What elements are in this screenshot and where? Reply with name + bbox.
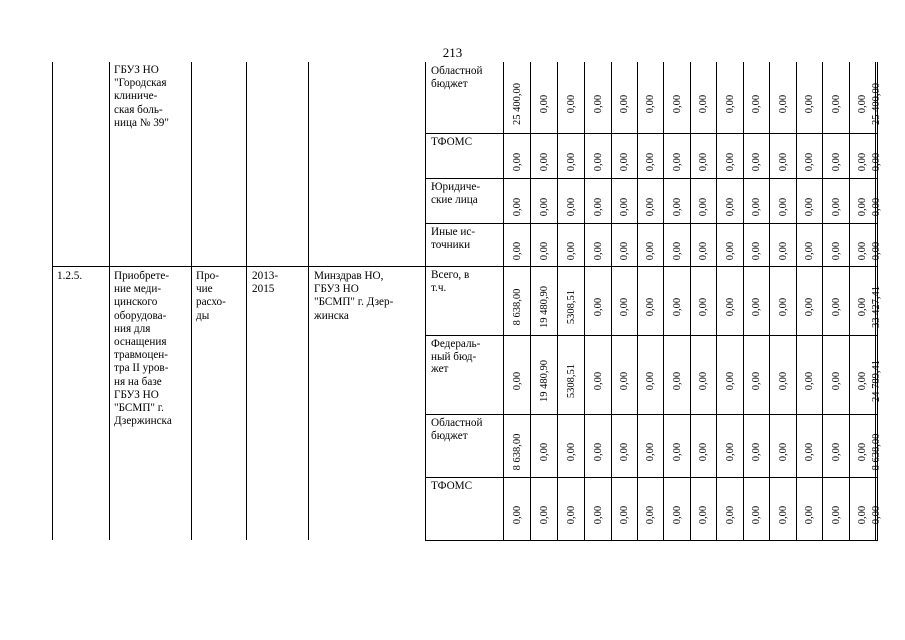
value-cell: 0,00	[592, 94, 604, 113]
value-cell: 0,00	[830, 152, 842, 171]
value-cell: 0,00	[538, 505, 550, 524]
value-cell: 0,00	[857, 371, 868, 390]
value-cell: 0,00	[645, 241, 656, 260]
value-cell: 0,00	[751, 371, 762, 390]
value-cell: 0,00	[538, 197, 550, 216]
value-cell: 8 638,00	[871, 433, 882, 470]
value-cell: 0,00	[645, 152, 656, 171]
value-cell: 0,00	[645, 442, 656, 461]
value-cell: 0,00	[645, 94, 656, 113]
value-cell: 0,00	[619, 152, 630, 171]
value-cell: 0,00	[511, 505, 523, 524]
value-cell: 0,00	[645, 371, 656, 390]
value-cell: 0,00	[592, 505, 604, 524]
value-cell: 24 789,41	[871, 359, 882, 402]
value-cell: 0,00	[871, 505, 882, 524]
value-cell: 0,00	[751, 297, 762, 316]
value-cell: 0,00	[777, 241, 789, 260]
value-cell: 19 480,90	[538, 359, 550, 402]
value-cell: 25 400,00	[871, 82, 882, 125]
grid-line-vertical	[52, 62, 53, 540]
value-cell: 0,00	[857, 297, 868, 316]
value-cell: 25 400,00	[511, 82, 523, 125]
source-label: Всего, в т.ч.	[431, 269, 470, 294]
value-cell: 0,00	[698, 505, 709, 524]
value-cell: 8 638,00	[511, 288, 523, 325]
value-cell: 0,00	[619, 505, 630, 524]
grid-line-horizontal	[425, 414, 878, 415]
value-cell: 0,00	[592, 241, 604, 260]
source-label: Иные ис- точники	[431, 226, 476, 251]
value-cell: 0,00	[871, 197, 882, 216]
value-cell: 19 480,90	[538, 285, 550, 328]
value-cell: 0,00	[619, 241, 630, 260]
value-cell: 0,00	[671, 241, 683, 260]
source-label: Областной бюджет	[431, 65, 483, 90]
value-cell: 0,00	[619, 94, 630, 113]
value-cell: 0,00	[751, 152, 762, 171]
value-cell: 0,00	[724, 297, 736, 316]
value-cell: 0,00	[592, 152, 604, 171]
value-cell: 0,00	[804, 371, 815, 390]
value-cell: 0,00	[511, 197, 523, 216]
value-cell: 8 638,00	[511, 433, 523, 470]
value-cell: 0,00	[830, 94, 842, 113]
cell-number: 1.2.5.	[57, 270, 83, 282]
value-cell: 0,00	[645, 197, 656, 216]
value-cell: 0,00	[619, 197, 630, 216]
value-cell: 0,00	[565, 505, 577, 524]
value-cell: 5308,51	[565, 289, 577, 324]
cell-name: Приобрете- ние меди- цинского оборудова- ния для оснащения травмоцен- тра II уров- ня на базе ГБУЗ НО "БСМП" г. Дзержинска	[114, 270, 172, 428]
value-cell: 0,00	[724, 197, 736, 216]
source-label: Юридиче- ские лица	[431, 181, 481, 206]
value-cell: 0,00	[592, 297, 604, 316]
value-cell: 33 427,41	[871, 285, 882, 328]
value-cell: 0,00	[830, 197, 842, 216]
value-cell: 0,00	[751, 442, 762, 461]
value-cell: 0,00	[698, 442, 709, 461]
value-cell: 0,00	[777, 94, 789, 113]
value-cell: 0,00	[671, 94, 683, 113]
value-cell: 0,00	[511, 371, 523, 390]
value-cell: 0,00	[804, 94, 815, 113]
value-cell: 0,00	[724, 442, 736, 461]
value-cell: 0,00	[592, 371, 604, 390]
value-cell: 0,00	[724, 94, 736, 113]
value-cell: 0,00	[645, 505, 656, 524]
value-cell: 0,00	[671, 197, 683, 216]
value-cell: 0,00	[511, 152, 523, 171]
value-cell: 0,00	[751, 241, 762, 260]
value-cell: 0,00	[830, 241, 842, 260]
value-cell: 0,00	[857, 197, 868, 216]
source-label: ТФОМС	[431, 480, 473, 492]
value-cell: 0,00	[724, 241, 736, 260]
value-cell: 0,00	[777, 152, 789, 171]
value-cell: 0,00	[698, 152, 709, 171]
grid-line-horizontal	[425, 540, 878, 541]
value-cell: 0,00	[671, 297, 683, 316]
value-cell: 0,00	[830, 442, 842, 461]
value-cell: 0,00	[804, 241, 815, 260]
grid-line-vertical	[246, 62, 247, 540]
value-cell: 0,00	[777, 371, 789, 390]
value-cell: 0,00	[871, 152, 882, 171]
value-cell: 0,00	[830, 371, 842, 390]
value-cell: 0,00	[777, 197, 789, 216]
value-cell: 0,00	[777, 297, 789, 316]
cell-period: 2013- 2015	[252, 270, 279, 296]
value-cell: 0,00	[671, 371, 683, 390]
value-cell: 0,00	[619, 371, 630, 390]
value-cell: 0,00	[645, 297, 656, 316]
value-cell: 0,00	[565, 241, 577, 260]
value-cell: 0,00	[538, 241, 550, 260]
cell-type: Про- чие расхо- ды	[196, 270, 226, 322]
value-cell: 0,00	[538, 94, 550, 113]
value-cell: 0,00	[871, 241, 882, 260]
value-cell: 0,00	[698, 241, 709, 260]
grid-line-horizontal	[52, 266, 878, 267]
grid-line-horizontal	[425, 178, 878, 179]
grid-line-vertical	[109, 62, 110, 540]
grid-line-horizontal	[425, 335, 878, 336]
value-cell: 0,00	[565, 152, 577, 171]
value-cell: 0,00	[724, 152, 736, 171]
value-cell: 0,00	[804, 505, 815, 524]
value-cell: 0,00	[698, 371, 709, 390]
cell-name: ГБУЗ НО "Городская клиниче- ская боль- ница № 39"	[114, 64, 169, 129]
value-cell: 0,00	[804, 152, 815, 171]
value-cell: 0,00	[804, 297, 815, 316]
value-cell: 0,00	[777, 442, 789, 461]
grid-line-horizontal	[425, 133, 878, 134]
source-label: Областной бюджет	[431, 417, 483, 442]
value-cell: 0,00	[619, 297, 630, 316]
value-cell: 0,00	[857, 442, 868, 461]
value-cell: 0,00	[830, 297, 842, 316]
source-label: ТФОМС	[431, 136, 473, 148]
value-cell: 0,00	[698, 297, 709, 316]
value-cell: 0,00	[592, 442, 604, 461]
cell-executor: Минздрав НО, ГБУЗ НО "БСМП" г. Дзер- жинска	[314, 270, 394, 322]
value-cell: 0,00	[857, 152, 868, 171]
value-cell: 0,00	[804, 197, 815, 216]
value-cell: 0,00	[511, 241, 523, 260]
value-cell: 0,00	[857, 94, 868, 113]
value-cell: 0,00	[857, 241, 868, 260]
value-cell: 0,00	[671, 505, 683, 524]
source-label: Федераль- ный бюд- жет	[431, 338, 481, 375]
value-cell: 0,00	[538, 442, 550, 461]
value-cell: 0,00	[724, 371, 736, 390]
value-cell: 0,00	[592, 197, 604, 216]
value-cell: 0,00	[538, 152, 550, 171]
page-number: 213	[442, 45, 463, 60]
value-cell: 0,00	[777, 505, 789, 524]
value-cell: 0,00	[671, 152, 683, 171]
value-cell: 0,00	[830, 505, 842, 524]
value-cell: 0,00	[751, 94, 762, 113]
value-cell: 0,00	[698, 197, 709, 216]
value-cell: 0,00	[804, 442, 815, 461]
value-cell: 0,00	[671, 442, 683, 461]
value-cell: 0,00	[565, 94, 577, 113]
value-cell: 0,00	[751, 197, 762, 216]
grid-line-horizontal	[425, 223, 878, 224]
value-cell: 0,00	[751, 505, 762, 524]
grid-line-vertical	[308, 62, 309, 540]
value-cell: 0,00	[724, 505, 736, 524]
value-cell: 0,00	[565, 442, 577, 461]
value-cell: 0,00	[619, 442, 630, 461]
value-cell: 0,00	[698, 94, 709, 113]
value-cell: 0,00	[565, 197, 577, 216]
value-cell: 5308,51	[565, 363, 577, 398]
grid-line-vertical	[191, 62, 192, 540]
grid-line-horizontal	[425, 477, 878, 478]
value-cell: 0,00	[857, 505, 868, 524]
